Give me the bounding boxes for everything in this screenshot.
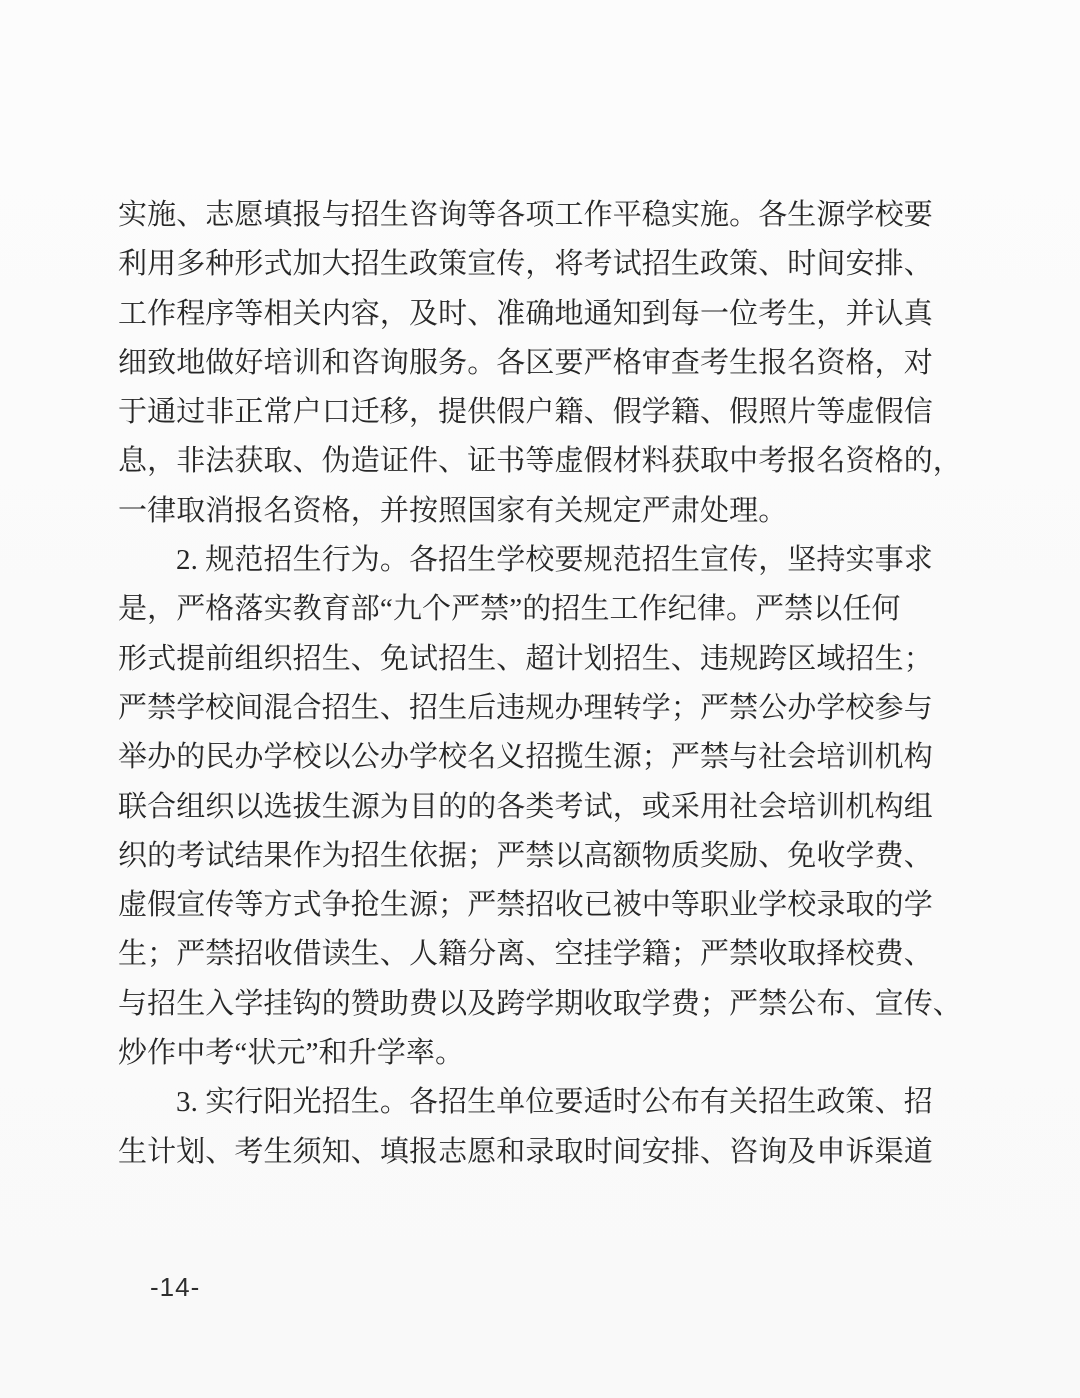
document-line: 联合组织以选拔生源为目的的各类考试，或采用社会培训机构组	[118, 790, 933, 823]
document-line: 实施、志愿填报与招生咨询等各项工作平稳实施。各生源学校要	[118, 199, 933, 231]
document-line: 生计划、考生须知、填报志愿和录取时间安排、咨询及申诉渠道	[118, 1135, 933, 1168]
document-line: 虚假宣传等方式争抢生源；严禁招收已被中等职业学校录取的学	[118, 889, 933, 922]
document-line: 举办的民办学校以公办学校名义招揽生源；严禁与社会培训机构	[118, 741, 933, 774]
document-line: 于通过非正常户口迁移，提供假户籍、假学籍、假照片等虚假信	[118, 396, 933, 429]
document-line: 严禁学校间混合招生、招生后违规办理转学；严禁公办学校参与	[118, 691, 933, 724]
document-line: 工作程序等相关内容，及时、准确地通知到每一位考生，并认真	[118, 297, 933, 330]
document-line: 细致地做好培训和咨询服务。各区要严格审查考生报名资格，对	[118, 346, 933, 379]
document-line: 生；严禁招收借读生、人籍分离、空挂学籍；严禁收取择校费、	[118, 938, 933, 971]
document-line: 形式提前组织招生、免试招生、超计划招生、违规跨区域招生；	[118, 642, 933, 675]
page-number: -14-	[150, 1272, 201, 1302]
document-line: 息，非法获取、伪造证件、证书等虚假材料获取中考报名资格的，	[118, 445, 962, 478]
document-text-block	[118, 191, 962, 1177]
document-line: 是，严格落实教育部“九个严禁”的招生工作纪律。严禁以任何	[118, 593, 901, 626]
document-line: 利用多种形式加大招生政策宣传，将考试招生政策、时间安排、	[118, 248, 933, 281]
document-line: 与招生入学挂钩的赞助费以及跨学期收取学费；严禁公布、宣传、	[118, 987, 962, 1020]
document-line-numbered-item-3: 3. 实行阳光招生。各招生单位要适时公布有关招生政策、招	[176, 1086, 933, 1119]
document-line-paragraph-end: 一律取消报名资格，并按照国家有关规定严肃处理。	[118, 494, 788, 527]
document-line-paragraph-end: 炒作中考“状元”和升学率。	[118, 1037, 465, 1070]
document-line: 织的考试结果作为招生依据；严禁以高额物质奖励、免收学费、	[118, 839, 933, 872]
document-line-numbered-item-2: 2. 规范招生行为。各招生学校要规范招生宣传，坚持实事求	[176, 544, 933, 577]
